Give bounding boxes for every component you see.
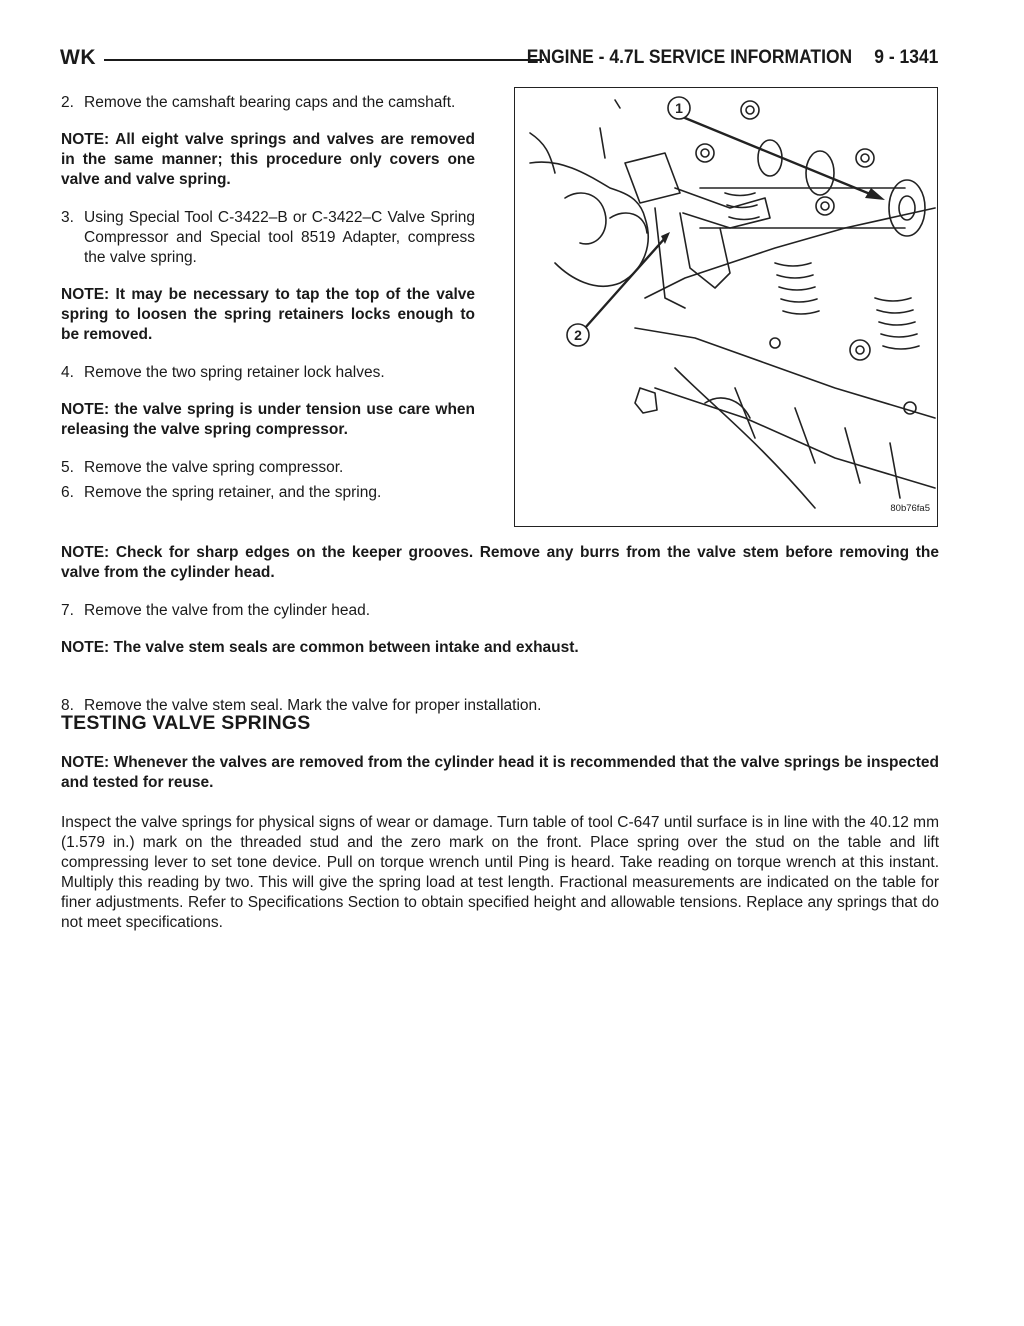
section-heading: TESTING VALVE SPRINGS	[61, 712, 311, 734]
step-number: 7.	[61, 602, 74, 619]
step-text: Remove the camshaft bearing caps and the camshaft.	[84, 94, 456, 111]
step-number: 3.	[61, 209, 74, 226]
note-all-valves: NOTE: All eight valve springs and valves are removed in the same manner; this procedure only covers one valve and valve spring.	[61, 131, 475, 188]
step-text: Using Special Tool C-3422–B or C-3422–C Valve Spring Compressor and Special tool 8519 Adapter, compress the valve spring.	[84, 209, 475, 266]
figure-code: 80b76fa5	[890, 503, 930, 514]
page-header	[60, 46, 938, 72]
callout-2-label: 2	[574, 327, 582, 343]
engine-illustration	[515, 88, 938, 527]
callout-1-label: 1	[675, 100, 683, 116]
step-number: 4.	[61, 364, 74, 381]
note-inspect-springs: NOTE: Whenever the valves are removed from the cylinder head it is recommended that the valve springs be inspected and tested for reuse.	[61, 754, 939, 791]
step-number: 8.	[61, 697, 74, 714]
step-6	[61, 483, 475, 503]
note-keeper-grooves: NOTE: Check for sharp edges on the keeper grooves. Remove any burrs from the valve stem before removing the valve from the cylinder head.	[61, 544, 939, 581]
step-3	[61, 208, 475, 268]
header-rule	[104, 59, 544, 61]
step-text: Remove the spring retainer, and the spring.	[84, 484, 382, 501]
header-right	[526, 47, 938, 69]
note-stem-seals: NOTE: The valve stem seals are common between intake and exhaust.	[61, 639, 579, 656]
model-code: WK	[60, 46, 96, 69]
note-tension: NOTE: the valve spring is under tension use care when releasing the valve spring compressor.	[61, 401, 475, 438]
step-text: Remove the valve stem seal. Mark the valve for proper installation.	[84, 697, 542, 714]
step-number: 5.	[61, 459, 74, 476]
step-5	[61, 458, 475, 478]
page-number: 9 - 1341	[873, 47, 938, 68]
step-text: Remove the two spring retainer lock halves.	[84, 364, 385, 381]
section-title: ENGINE - 4.7L SERVICE INFORMATION	[526, 47, 852, 68]
valve-spring-compressor-figure	[514, 87, 938, 527]
step-number: 2.	[61, 94, 74, 111]
left-column	[61, 93, 475, 503]
step-7	[61, 601, 962, 621]
step-number: 6.	[61, 484, 74, 501]
testing-procedure-paragraph: Inspect the valve springs for physical signs of wear or damage. Turn table of tool C-647 until surface is in line with the 40.12 mm (1.579 in.) mark on the threaded stud and the zero mark on the front. Place spring over the stud on the table and lift compressing lever to set tone device. Pull on torque wrench until Ping is heard. Take reading on torque wrench at this instant. Multiply this reading by two. This will give the spring load at test length. Fractional measurements are indicated on the table for finer adjustments. Refer to Specifications Section to obtain specified height and allowable tensions. Replace any springs that do not meet specifications.	[61, 814, 939, 931]
step-text: Remove the valve from the cylinder head.	[84, 602, 371, 619]
step-2	[61, 93, 475, 113]
step-text: Remove the valve spring compressor.	[84, 459, 344, 476]
step-4	[61, 363, 475, 383]
note-tap-spring: NOTE: It may be necessary to tap the top of the valve spring to loosen the spring retainers locks enough to be removed.	[61, 286, 475, 343]
